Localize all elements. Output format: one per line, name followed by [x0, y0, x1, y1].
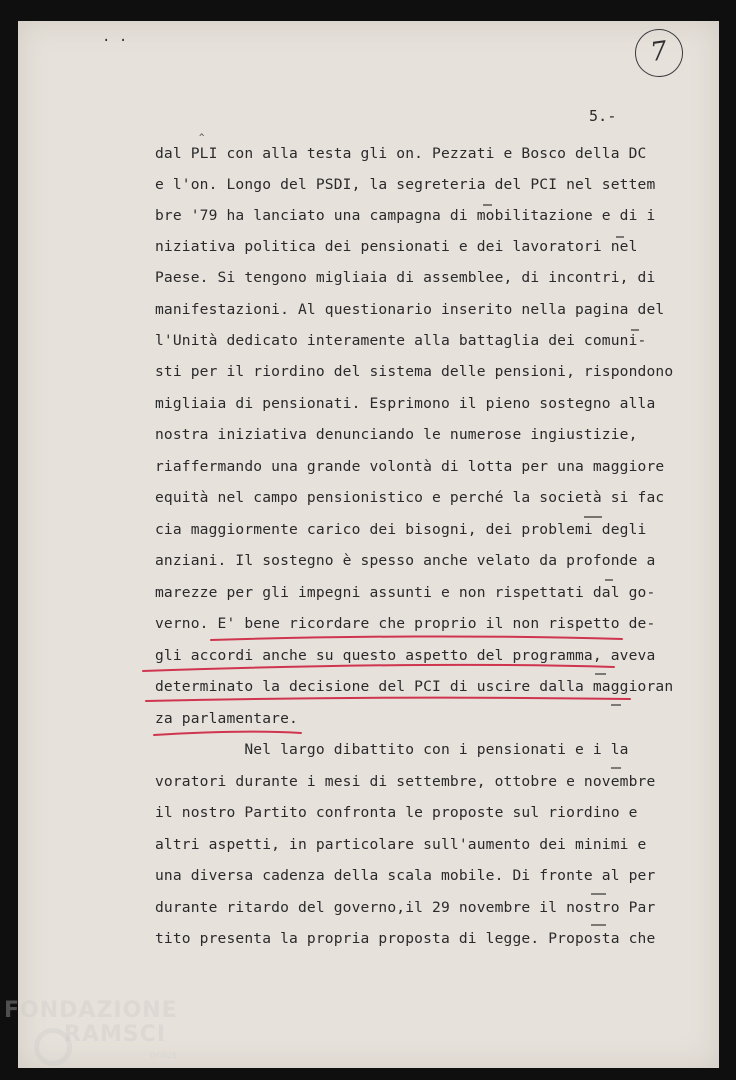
underline-stroke [146, 698, 630, 701]
text-line: Paese. Si tengono migliaia di assemblee, di incontri, di [155, 269, 656, 286]
text-line: altri aspetti, in particolare sull'aumento dei minimi e [155, 836, 647, 853]
underline-stroke [154, 732, 301, 735]
text-line: manifestazioni. Al questionario inserito nella pagina del [155, 301, 665, 318]
text-line: marezze per gli impegni assunti e non rispettati dal go- [155, 584, 656, 601]
text-line: bre '79 ha lanciato una campagna di mobilitazione e di i [155, 207, 656, 224]
text-line: il nostro Partito confronta le proposte sul riordino e [155, 804, 638, 821]
page-number: 5.- [589, 107, 617, 125]
text-line-underlined: determinato la decisione del PCI di uscire dalla maggioran [155, 678, 674, 695]
text-line: l'Unità dedicato interamente alla battaglia dei comuni- [155, 332, 647, 349]
text-line: una diversa cadenza della scala mobile. Di fronte al per [155, 867, 656, 884]
underline-stroke [211, 636, 622, 640]
watermark-suffix: onlus [150, 1050, 177, 1061]
text-line: cia maggiormente carico dei bisogni, dei problemi degli [155, 521, 647, 538]
text-line-underlined: za parlamentare. [155, 710, 298, 727]
typewritten-sheet [18, 21, 719, 1068]
corner-marks: . . [102, 29, 128, 45]
paragraph-start-line: Nel largo dibattito con i pensionati e i la [155, 741, 629, 758]
text-line: tito presenta la propria proposta di legge. Proposta che [155, 930, 656, 947]
text-line-underlined: verno. E' bene ricordare che proprio il non rispetto de- [155, 615, 656, 632]
folio-number-circled: 7 [632, 26, 686, 80]
text-line: durante ritardo del governo,il 29 novembre il nostro Par [155, 899, 656, 916]
text-line: e l'on. Longo del PSDI, la segreteria del PCI nel settem [155, 176, 656, 193]
text-line: nostra iniziativa denunciando le numerose ingiustizie, [155, 426, 638, 443]
text-line: riaffermando una grande volontà di lotta per una maggiore [155, 458, 665, 475]
text-line-underlined: gli accordi anche su questo aspetto del programma, aveva [155, 647, 656, 664]
underline-stroke [143, 665, 614, 671]
watermark-line-2: RAMSCI [64, 1022, 167, 1047]
text-line: niziativa politica dei pensionati e dei lavoratori nel [155, 238, 638, 255]
text-line: migliaia di pensionati. Esprimono il pieno sostegno alla [155, 395, 656, 412]
insert-caret-mark: ^ [199, 133, 205, 143]
text-line: dal PLI con alla testa gli on. Pezzati e Bosco della DC [155, 145, 647, 162]
fondazione-gramsci-watermark [4, 998, 204, 1078]
text-line: sti per il riordino del sistema delle pensioni, rispondono [155, 363, 674, 380]
watermark-line-1: FONDAZIONE [4, 998, 178, 1023]
text-line: voratori durante i mesi di settembre, ottobre e novembre [155, 773, 656, 790]
text-line: anziani. Il sostegno è spesso anche velato da profonde a [155, 552, 656, 569]
text-line: equità nel campo pensionistico e perché la società si fac [155, 489, 665, 506]
